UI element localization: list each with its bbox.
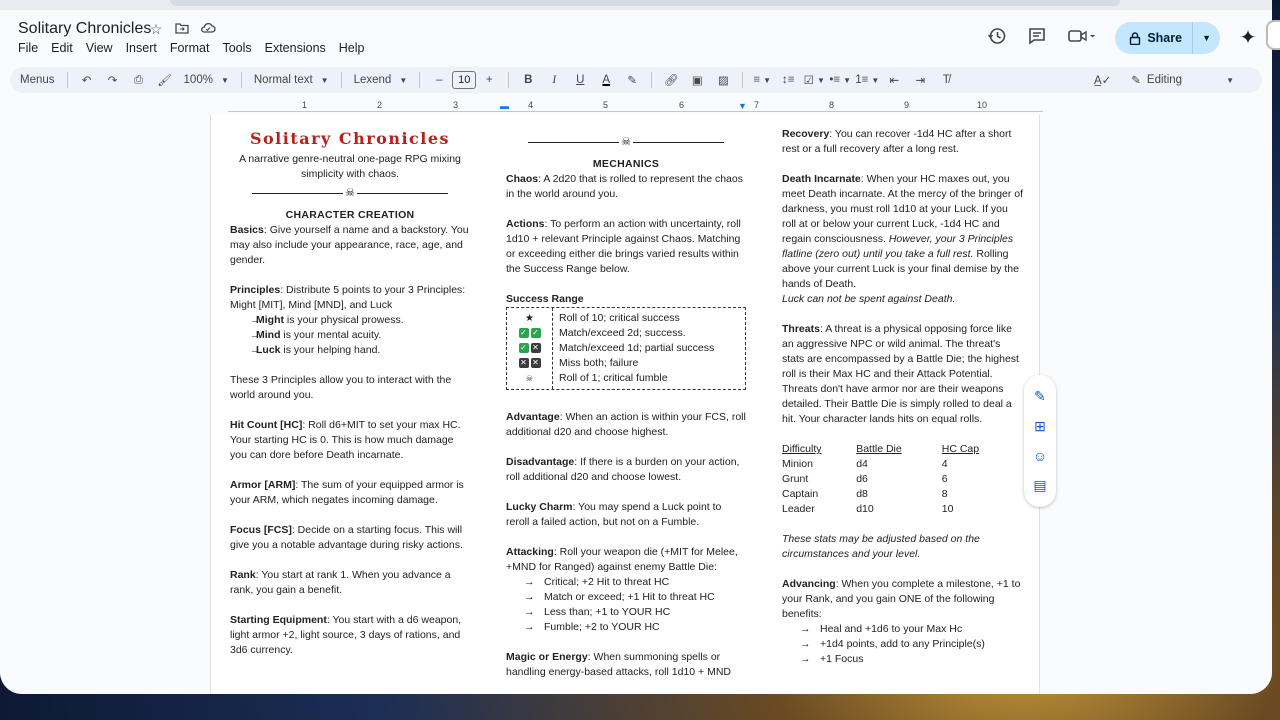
folder-move-icon[interactable] <box>174 21 190 37</box>
recovery-paragraph <box>782 127 1024 157</box>
definition: : Roll your weapon die (+MIT for Melee, +MND for Ranged) against enemy Battle Die: <box>506 546 738 573</box>
line-spacing-icon[interactable]: ↕≡ <box>782 74 795 86</box>
italic-icon[interactable]: I <box>552 74 557 86</box>
definition: : Distribute 5 points to your 3 Principles: Might [MIT], Mind [MND], and Luck <box>230 284 466 311</box>
ruler-number: 2 <box>377 100 383 110</box>
term: Actions <box>506 218 545 230</box>
term: Attacking <box>506 546 554 558</box>
death-note: Luck can not be spent against Death. <box>782 293 956 305</box>
term: Chaos <box>506 173 539 185</box>
table-cell: Leader <box>782 503 815 515</box>
chevron-down-icon: ▼ <box>320 75 329 85</box>
link-icon[interactable]: 🔗︎ <box>663 75 679 87</box>
term: Rank <box>230 569 256 581</box>
principles-note: These 3 Principles allow you to interact with the world around you. <box>230 374 452 401</box>
style-select[interactable] <box>250 68 333 92</box>
principles-paragraph <box>230 283 470 313</box>
star-icon: ★ <box>525 313 534 324</box>
font-select[interactable] <box>350 68 412 92</box>
death-paragraph <box>782 172 1024 292</box>
term: Advantage <box>506 411 560 423</box>
hc-paragraph <box>230 418 470 463</box>
term: Principles <box>230 284 281 296</box>
pencil-icon: ✎ <box>1131 75 1141 87</box>
list-item: → +1 Focus <box>782 652 1024 667</box>
share-dropdown-icon[interactable]: ▼ <box>1202 33 1211 43</box>
game-subtitle: A narrative genre-neutral one-page RPG mixing simplicity with chaos. <box>239 153 461 180</box>
skull-icon: ☠ <box>525 374 534 383</box>
ruler-track <box>228 111 1043 112</box>
definition: : You may spend a Luck point to reroll a failed action, but not on a Fumble. <box>506 501 722 528</box>
basics-paragraph <box>230 223 470 268</box>
document-title[interactable]: Solitary Chronicles <box>18 20 152 37</box>
add-comment-icon[interactable]: ⊞ <box>1034 417 1046 434</box>
success-range-heading: Success Range <box>506 293 584 305</box>
magic-paragraph <box>506 650 746 680</box>
align-icon[interactable]: ≡ ▼ <box>753 74 772 86</box>
side-panel-tab[interactable] <box>1266 20 1280 50</box>
definition: : A 2d20 that is rolled to represent the chaos in the world around you. <box>506 173 743 200</box>
chevron-down-icon: ▼ <box>816 75 825 85</box>
menu-insert[interactable]: Insert <box>125 41 157 55</box>
video-call-icon[interactable] <box>1065 26 1099 50</box>
add-comment-icon[interactable]: ▣ <box>691 75 703 87</box>
font-size-input[interactable]: 10 <box>452 71 476 89</box>
toolbar-divider <box>651 72 652 88</box>
undo-icon[interactable]: ↶ <box>81 75 92 87</box>
browser-top-strip <box>0 0 1272 10</box>
table-header: Battle Die <box>856 443 902 455</box>
chevron-down-icon: ▼ <box>763 75 772 85</box>
definition: : You start with a d6 weapon, light armor +2, light source, 3 days of rations, and 3d6 currency. <box>230 614 462 656</box>
bold-icon[interactable]: B <box>524 74 533 86</box>
menu-extensions[interactable]: Extensions <box>264 41 326 55</box>
term: Disadvantage <box>506 456 575 468</box>
list-item <box>230 313 470 328</box>
definition: : Roll d6+MIT to set your max HC. Your starting HC is 0. This is how much damage you can dore before Death incarnate. <box>230 419 461 461</box>
skull-divider <box>230 186 470 200</box>
table-cell: Minion <box>782 458 813 470</box>
definition: : You start at rank 1. When you advance a rank, you gain a benefit. <box>230 569 451 596</box>
skull-icon: ☠ <box>619 135 633 149</box>
table-header: Difficulty <box>782 443 822 455</box>
lucky-charm-paragraph <box>506 500 746 530</box>
success-row: Match/exceed 1d; partial success <box>559 342 715 354</box>
definition: : When your HC maxes out, you meet Death incarnate. At the mercy of the bringer of darkness, you must roll 1d10 at your Luck. If you roll at or below your current Luck, -1d4 HC and regain consciousness. <box>782 173 1024 245</box>
insert-image-icon[interactable]: ▨ <box>717 75 729 87</box>
ruler-number: 6 <box>679 100 685 110</box>
definition: : A threat is a physical opposing force like an aggressive NPC or wild animal. The threat's stats are encompassed by a Battle Die; the highest roll is their Max HC and their Attack Potential. Threats don't have armor nor are their weapons detailed. Their Battle Die is simply rolled to deal a hit. Your character lands hits on equal rolls. <box>782 323 1019 425</box>
zoom-select[interactable] <box>180 68 233 92</box>
comment-icon[interactable] <box>1025 26 1049 50</box>
ruler-number: 10 <box>977 100 988 110</box>
checklist-icon[interactable]: ☑ ▼ <box>803 75 825 87</box>
ruler-number: 5 <box>603 100 609 110</box>
chevron-down-icon: ▼ <box>871 75 880 85</box>
table-cell: 4 <box>941 458 948 470</box>
term: Starting Equipment <box>230 614 327 626</box>
bulleted-list-icon[interactable]: •≡ ▼ <box>829 74 852 86</box>
term: Focus [FCS] <box>230 524 292 536</box>
success-symbols <box>507 308 553 389</box>
definition: : When you complete a milestone, +1 to your Rank, and you gain ONE of the following benefits: <box>782 578 1021 620</box>
advantage-paragraph <box>506 410 746 440</box>
success-row: Roll of 1; critical fumble <box>559 372 668 384</box>
definition: : You can recover -1d4 HC after a short rest or a full recovery after a long rest. <box>782 128 1012 155</box>
threats-paragraph <box>782 322 1024 427</box>
table-cell: d10 <box>856 503 874 515</box>
ruler-number: 4 <box>528 100 534 110</box>
table-cell: d8 <box>856 488 868 500</box>
list-item: → +1d4 points, add to any Principle(s) <box>782 637 1024 652</box>
column-rules <box>782 127 1024 682</box>
table-row <box>782 502 1012 517</box>
highlight-icon[interactable]: ✎ <box>627 75 638 87</box>
redo-icon[interactable]: ↷ <box>107 75 118 87</box>
definition: : Give yourself a name and a backstory. You may also include your appearance, race, age, and gender. <box>230 224 469 266</box>
underline-icon[interactable]: U <box>576 74 585 86</box>
menu-tools[interactable]: Tools <box>222 41 252 55</box>
floating-side-actions <box>1024 375 1056 507</box>
column-mechanics <box>506 127 746 694</box>
menu-view[interactable]: View <box>85 41 113 55</box>
table-row <box>782 487 1012 502</box>
definition: : If there is a burden on your action, roll additional d20 and choose lowest. <box>506 456 740 483</box>
suggest-edits-icon[interactable]: ▤ <box>1033 477 1047 494</box>
term: Mind <box>256 329 281 341</box>
chevron-down-icon: ▼ <box>1226 75 1234 85</box>
term: Hit Count [HC] <box>230 419 303 431</box>
list-item <box>230 343 470 358</box>
document-page[interactable] <box>210 115 1040 694</box>
decrease-indent-icon[interactable]: ⇤ <box>889 75 900 87</box>
menu-file[interactable]: File <box>18 41 39 55</box>
attack-results-list <box>506 575 746 635</box>
toolbar-divider <box>508 72 509 88</box>
star-icon[interactable]: ☆ <box>149 21 163 37</box>
definition: is your helping hand. <box>280 344 381 356</box>
double-cross-icon: ✕ ✕ <box>520 358 539 368</box>
term: Magic or Energy <box>506 651 588 663</box>
editing-mode-select[interactable] <box>1094 73 1234 87</box>
check-cross-icon: ✓ ✕ <box>520 343 539 353</box>
definition: : When an action is within your FCS, roll additional d20 and choose highest. <box>506 411 746 438</box>
text-color-icon[interactable]: A <box>602 74 611 86</box>
definition: : The sum of your equipped armor is your ARM, which negates incoming damage. <box>230 479 464 506</box>
toolbar-divider <box>742 72 743 88</box>
definition: is your mental acuity. <box>280 329 382 341</box>
fcs-paragraph <box>230 523 470 553</box>
table-row <box>782 472 1012 487</box>
right-indent-marker[interactable]: ▼ <box>738 101 747 111</box>
table-header: HC Cap <box>941 443 980 455</box>
term: Luck <box>256 344 281 356</box>
menu-edit[interactable]: Edit <box>51 41 73 55</box>
style-value: Normal text <box>253 74 313 86</box>
list-item: → Match or exceed; +1 Hit to threat HC <box>506 590 746 605</box>
success-results <box>553 308 720 389</box>
section-heading: CHARACTER CREATION <box>285 209 415 221</box>
actions-paragraph <box>506 217 746 277</box>
success-range-table <box>506 307 746 390</box>
print-icon[interactable]: ⎙ <box>133 73 144 86</box>
share-main[interactable] <box>1115 22 1193 54</box>
list-item: → Critical; +2 Hit to threat HC <box>506 575 746 590</box>
rank-paragraph <box>230 568 470 598</box>
term: Recovery <box>782 128 830 140</box>
arm-paragraph <box>230 478 470 508</box>
list-item: → Heal and +1d6 to your Max Hc <box>782 622 1024 637</box>
stats-note: These stats may be adjusted based on the circumstances and your level. <box>782 533 980 560</box>
cloud-status-icon[interactable] <box>200 21 216 37</box>
column-character-creation <box>230 127 470 673</box>
table-cell: 10 <box>941 503 954 515</box>
increase-font-size-button[interactable]: + <box>485 74 493 86</box>
ruler-number: 3 <box>453 100 459 110</box>
toolbar-divider <box>241 72 242 88</box>
ruler[interactable] <box>0 97 1272 115</box>
definition: Rolling above your current Luck is your final demise by the hands of Death. <box>782 248 1019 290</box>
ai-edit-icon[interactable]: ✎ <box>1034 387 1046 404</box>
equipment-paragraph <box>230 613 470 658</box>
emoji-reaction-icon[interactable]: ☺ <box>1032 448 1048 465</box>
toolbar-divider <box>67 72 68 88</box>
increase-indent-icon[interactable]: ⇥ <box>915 75 926 87</box>
section-heading: MECHANICS <box>592 158 660 170</box>
chevron-down-icon: ▼ <box>399 75 408 85</box>
term: Death Incarnate <box>782 173 861 185</box>
gemini-icon[interactable]: ✦ <box>1239 27 1257 49</box>
numbered-list-icon[interactable]: 1≡ ▼ <box>855 74 880 86</box>
lock-icon <box>1129 32 1141 45</box>
spellcheck-icon[interactable]: A̲✓ <box>1093 75 1112 87</box>
definition: is your physical prowess. <box>284 314 404 326</box>
left-indent-marker[interactable]: ▬ <box>500 101 509 111</box>
history-icon[interactable] <box>985 26 1009 50</box>
document-canvas[interactable] <box>0 115 1272 694</box>
table-cell: Grunt <box>782 473 809 485</box>
list-item: → Less than; +1 to YOUR HC <box>506 605 746 620</box>
editing-label: Editing <box>1146 74 1183 86</box>
benefits-list <box>782 622 1024 667</box>
ruler-number: 9 <box>904 100 910 110</box>
title-bar <box>0 14 1272 66</box>
table-header-row <box>782 442 1012 457</box>
address-bar-edge[interactable] <box>170 0 1120 6</box>
skull-icon: ☠ <box>343 186 357 200</box>
definition: : When summoning spells or handling energy-based attacks, roll 1d10 + MND <box>506 651 732 678</box>
menu-format[interactable]: Format <box>169 41 210 55</box>
menus-search[interactable]: Menus <box>20 74 55 86</box>
font-value: Lexend <box>353 74 392 86</box>
header-right-tools <box>985 22 1260 54</box>
title-icons <box>148 21 216 37</box>
game-title: Solitary Chronicles <box>249 129 451 148</box>
ruler-number: 1 <box>302 100 308 110</box>
chevron-down-icon: ▼ <box>220 75 229 85</box>
formatting-toolbar <box>10 67 1262 93</box>
chevron-down-icon: ▼ <box>843 75 852 85</box>
paint-format-icon[interactable]: 🖌︎ <box>157 75 172 87</box>
list-item: → Fumble; +2 to YOUR HC <box>506 620 746 635</box>
table-cell: 6 <box>941 473 948 485</box>
term: Basics <box>230 224 264 236</box>
success-row: Match/exceed 2d; success. <box>559 327 686 339</box>
success-row: Roll of 10; critical success <box>559 312 680 324</box>
skull-divider <box>506 135 746 149</box>
ruler-number: 8 <box>829 100 835 110</box>
success-row: Miss both; failure <box>559 357 639 369</box>
share-button[interactable] <box>1115 22 1220 54</box>
term: Lucky Charm <box>506 501 573 513</box>
menu-bar <box>18 41 378 55</box>
definition: : To perform an action with uncertainty, roll 1d10 + relevant Principle against Chaos. Matching or exceeding either die brings varied results within the Success Range below. <box>506 218 741 275</box>
decrease-font-size-button[interactable]: – <box>436 74 443 86</box>
ruler-number: 7 <box>754 100 760 110</box>
clear-formatting-icon[interactable]: T̸ <box>942 74 950 86</box>
death-italic: However, your 3 Principles flatline (zero out) until you take a full rest. <box>782 233 1014 260</box>
toolbar-divider <box>341 72 342 88</box>
double-check-icon: ✓ ✓ <box>520 328 539 338</box>
principles-list <box>230 313 470 358</box>
table-row <box>782 457 1012 472</box>
list-item <box>230 328 470 343</box>
definition: : Decide on a starting focus. This will give you a notable advantage during risky actions. <box>230 524 463 551</box>
table-cell: d4 <box>856 458 868 470</box>
attacking-paragraph <box>506 545 746 575</box>
term: Might <box>256 314 284 326</box>
term: Advancing <box>782 578 836 590</box>
difficulty-table <box>782 442 1012 517</box>
advancing-paragraph <box>782 577 1024 622</box>
term: Armor [ARM] <box>230 479 296 491</box>
term: Threats <box>782 323 820 335</box>
chaos-paragraph <box>506 172 746 202</box>
table-cell: Captain <box>782 488 819 500</box>
disadvantage-paragraph <box>506 455 746 485</box>
menu-help[interactable]: Help <box>338 41 365 55</box>
toolbar-divider <box>419 72 420 88</box>
table-cell: 8 <box>941 488 948 500</box>
table-cell: d6 <box>856 473 868 485</box>
share-label: Share <box>1147 31 1183 45</box>
zoom-value: 100% <box>183 74 213 86</box>
